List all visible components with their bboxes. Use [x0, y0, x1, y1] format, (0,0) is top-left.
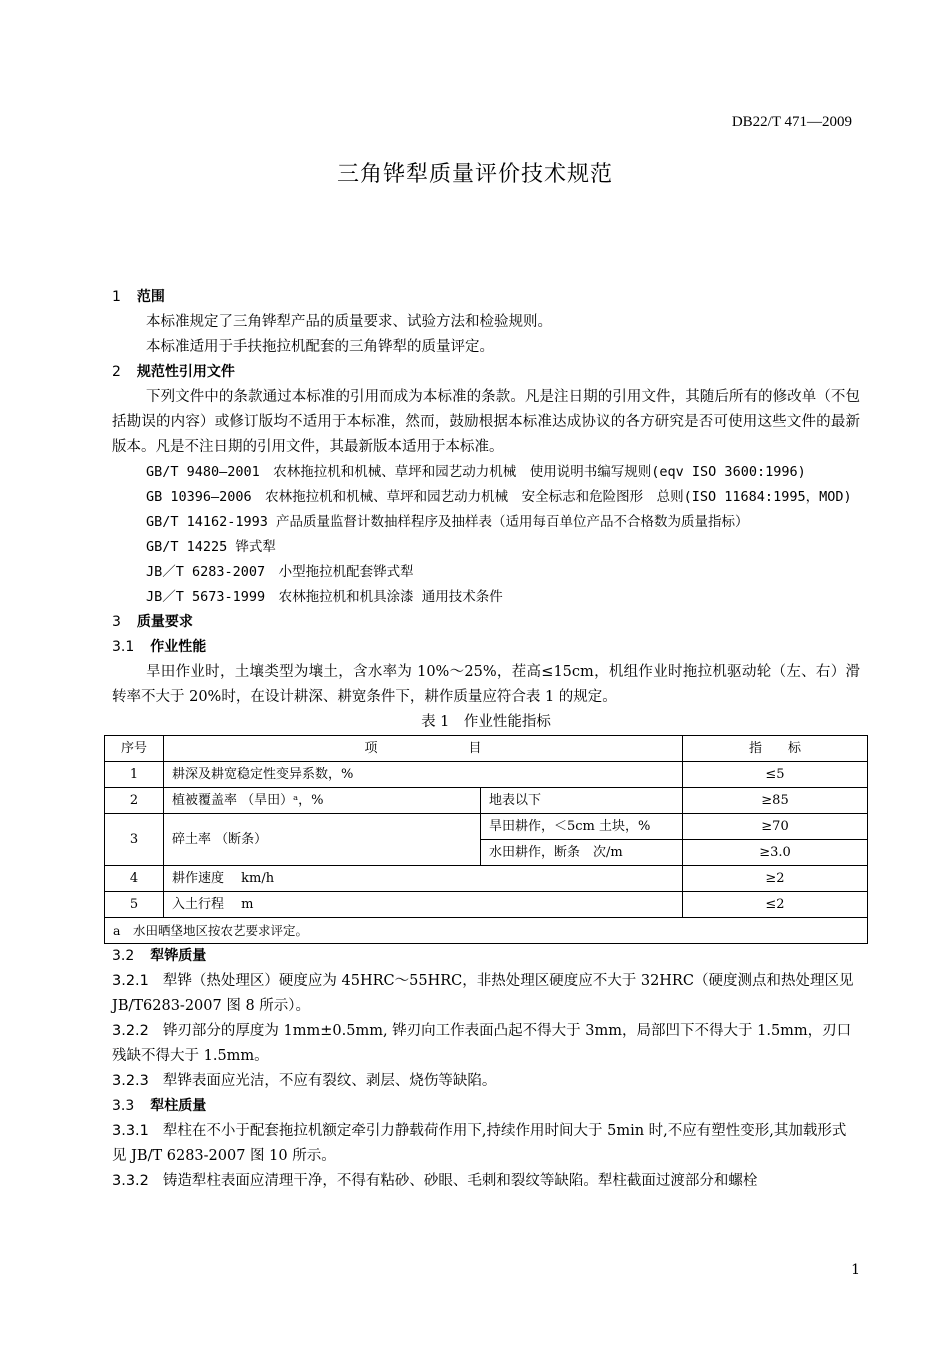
cell-sub: 水田耕作，断条 次/m	[481, 840, 683, 866]
clause-text: 铸造犁柱表面应清理干净，不得有粘砂、砂眼、毛刺和裂纹等缺陷。犁柱截面过渡部分和螺栓	[162, 1173, 758, 1189]
cell-value: ≥2	[683, 866, 868, 892]
clause-text: 犁柱在不小于配套拖拉机额定牵引力静载荷作用下,持续作用时间大于 5min 时,不应有塑性变形,其加载形式见 JB/T 6283-2007 图 10 所示。	[112, 1123, 847, 1164]
clause-3-3-1	[112, 1119, 860, 1169]
header-index: 指 标	[683, 736, 868, 762]
reference-item: GB/T 14225 铧式犁	[146, 539, 276, 555]
paragraph: 下列文件中的条款通过本标准的引用而成为本标准的条款。凡是注日期的引用文件，其随后所有的修改单（不包括勘误的内容）或修订版均不适用于本标准，然而，鼓励根据本标准达成协议的各方研究是否可使用这些文件的最新版本。凡是不注日期的引用文件，其最新版本适用于本标准。	[112, 389, 860, 455]
table-row	[105, 814, 868, 840]
section-title: 犁铧质量	[150, 948, 207, 964]
paragraph: 旱田作业时，土壤类型为壤土，含水率为 10%～25%，茬高≤15cm，机组作业时拖拉机驱动轮（左、右）滑转率不大于 20%时，在设计耕深、耕宽条件下，耕作质量应符合表 1 的规定。	[112, 664, 860, 705]
clause-number: 3.2.1	[112, 973, 149, 989]
clause-text: 犁铧表面应光洁，不应有裂纹、剥层、烧伤等缺陷。	[162, 1073, 497, 1089]
header-item: 项 目	[164, 736, 683, 762]
clause-number: 3.2.3	[112, 1073, 149, 1089]
header-seq: 序号	[105, 736, 164, 762]
cell-value: ≥3.0	[683, 840, 868, 866]
clause-text: 犁铧（热处理区）硬度应为 45HRC～55HRC，非热处理区硬度应不大于 32HRC（硬度测点和热处理区见 JB/T6283-2007 图 8 所示）。	[112, 973, 854, 1014]
cell-value: ≤2	[683, 892, 868, 918]
paragraph: 本标准规定了三角铧犁产品的质量要求、试验方法和检验规则。	[146, 314, 552, 330]
section-number: 2	[112, 364, 121, 380]
clause-number: 3.3.1	[112, 1123, 149, 1139]
section-3-heading	[112, 610, 860, 635]
cell-item: 耕深及耕宽稳定性变异系数，%	[164, 762, 683, 788]
clause-3-2-3	[112, 1069, 860, 1094]
reference-item: GB 10396—2006 农林拖拉机和机械、草坪和园艺动力机械 安全标志和危险图形 总则(ISO 11684:1995，MOD)	[146, 489, 852, 505]
section-3-1-heading	[112, 635, 860, 660]
reference-item: JB／T 5673-1999 农林拖拉机和机具涂漆 通用技术条件	[146, 589, 503, 605]
clause-3-2-1	[112, 969, 860, 1019]
section-number: 3.1	[112, 639, 135, 655]
document-code: DB22/T 471—2009	[731, 114, 852, 130]
cell-seq: 1	[105, 762, 164, 788]
section-title: 犁柱质量	[150, 1098, 207, 1114]
cell-item: 入土行程 m	[164, 892, 683, 918]
section-title: 规范性引用文件	[136, 364, 235, 380]
cell-seq: 4	[105, 866, 164, 892]
cell-item: 耕作速度 km/h	[164, 866, 683, 892]
section-3-2-heading	[112, 944, 860, 969]
table-row	[105, 866, 868, 892]
section-title: 范围	[136, 289, 165, 305]
section-2-heading	[112, 360, 860, 385]
cell-sub: 地表以下	[481, 788, 683, 814]
performance-table	[104, 735, 868, 944]
section-3-3-heading	[112, 1094, 860, 1119]
cell-value: ≤5	[683, 762, 868, 788]
reference-item: GB/T 9480—2001 农林拖拉机和机械、草坪和园艺动力机械 使用说明书编写规则(eqv ISO 3600:1996)	[146, 464, 806, 480]
section-number: 3.2	[112, 948, 135, 964]
table-row	[105, 788, 868, 814]
section-number: 3.3	[112, 1098, 135, 1114]
cell-item: 植被覆盖率 （旱田）ᵃ，%	[164, 788, 481, 814]
cell-item: 碎土率 （断条）	[164, 814, 481, 866]
table-header-row	[105, 736, 868, 762]
reference-item: GB/T 14162-1993 产品质量监督计数抽样程序及抽样表（适用每百单位产品不合格数为质量指标）	[146, 514, 749, 530]
cell-sub: 旱田耕作，＜5cm 土块，%	[481, 814, 683, 840]
clause-text: 铧刃部分的厚度为 1mm±0.5mm, 铧刃向工作表面凸起不得大于 3mm，局部凹下不得大于 1.5mm，刃口残缺不得大于 1.5mm。	[112, 1023, 852, 1064]
cell-seq: 5	[105, 892, 164, 918]
section-number: 3	[112, 614, 121, 630]
section-1-heading	[112, 285, 860, 310]
table-row	[105, 762, 868, 788]
table-row	[105, 892, 868, 918]
cell-seq: 3	[105, 814, 164, 866]
table-caption: 表 1 作业性能指标	[421, 714, 551, 730]
document-title: 三角铧犁质量评价技术规范	[336, 162, 613, 187]
paragraph: 本标准适用于手扶拖拉机配套的三角铧犁的质量评定。	[146, 339, 494, 355]
section-title: 作业性能	[150, 639, 207, 655]
table-note: a 水田晒垡地区按农艺要求评定。	[105, 918, 868, 944]
cell-seq: 2	[105, 788, 164, 814]
clause-number: 3.3.2	[112, 1173, 149, 1189]
clause-3-2-2	[112, 1019, 860, 1069]
clause-number: 3.2.2	[112, 1023, 149, 1039]
table-note-row	[105, 918, 868, 944]
cell-value: ≥70	[683, 814, 868, 840]
clause-3-3-2	[112, 1169, 860, 1194]
section-title: 质量要求	[136, 614, 193, 630]
page-number: 1	[851, 1262, 860, 1278]
section-number: 1	[112, 289, 121, 305]
document-body	[112, 285, 860, 1194]
cell-value: ≥85	[683, 788, 868, 814]
reference-item: JB／T 6283-2007 小型拖拉机配套铧式犁	[146, 564, 414, 580]
